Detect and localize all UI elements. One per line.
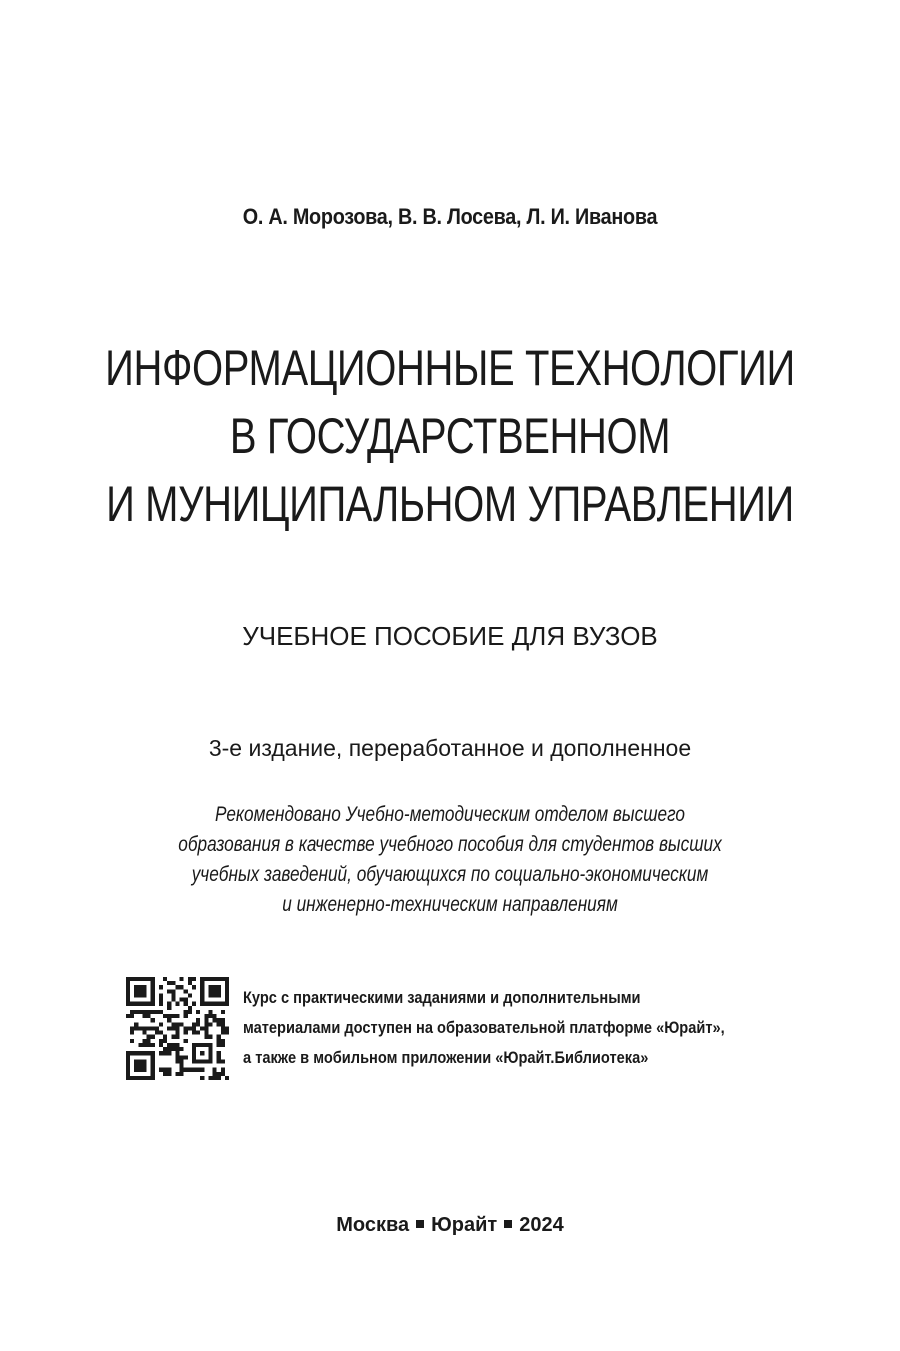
recommendation-line-4: и инженерно-техническим направлениям (282, 893, 618, 916)
separator-square-icon (416, 1220, 424, 1228)
title-line-2: В ГОСУДАРСТВЕННОМ (229, 408, 671, 464)
recommendation-line-1: Рекомендовано Учебно-методическим отделом высшего (215, 803, 685, 826)
imprint (0, 1214, 900, 1237)
book-title (0, 334, 900, 538)
course-line-2: материалами доступен на образовательной платформе «Юрайт», (243, 1018, 725, 1037)
imprint-year: 2024 (519, 1214, 564, 1236)
course-line-1: Курс с практическими заданиями и дополнительными (243, 988, 641, 1007)
course-line-3: а также в мобильном приложении «Юрайт.Библиотека» (243, 1048, 649, 1067)
imprint-publisher: Юрайт (431, 1214, 498, 1236)
edition-note: 3-е издание, переработанное и дополненное (208, 735, 692, 761)
recommendation-note (0, 800, 900, 920)
qr-code-icon (126, 977, 229, 1080)
separator-square-icon (504, 1220, 512, 1228)
authors: О. А. Морозова, В. В. Лосева, Л. И. Иванова (242, 204, 658, 229)
recommendation-line-3: учебных заведений, обучающихся по социально-экономическим (191, 863, 709, 886)
course-note (243, 983, 803, 1073)
recommendation-line-2: образования в качестве учебного пособия для студентов высших (178, 833, 722, 856)
book-subtitle: УЧЕБНОЕ ПОСОБИЕ ДЛЯ ВУЗОВ (242, 621, 658, 651)
imprint-city: Москва (336, 1214, 410, 1236)
title-line-1: ИНФОРМАЦИОННЫЕ ТЕХНОЛОГИИ (105, 340, 795, 396)
title-line-3: И МУНИЦИПАЛЬНОМ УПРАВЛЕНИИ (106, 476, 794, 532)
